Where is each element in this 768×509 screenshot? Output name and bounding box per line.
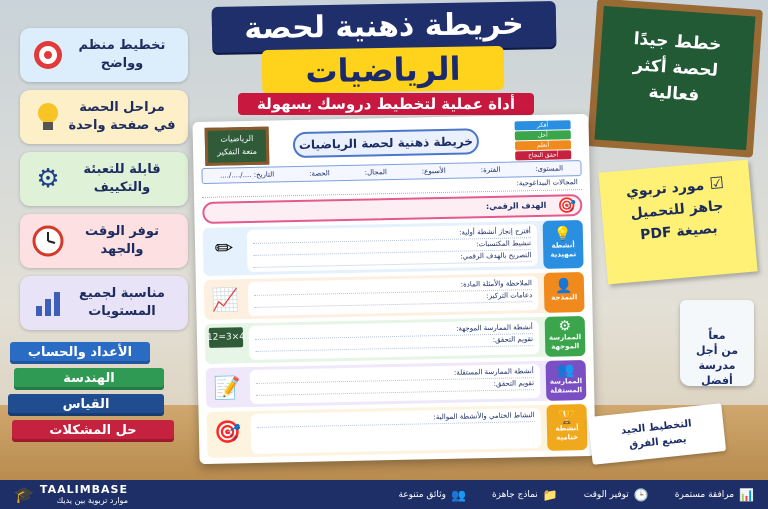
notepad-icon: 📝 <box>213 375 242 402</box>
pencil-cup: معاً من أجل مدرسة أفضل <box>680 300 754 386</box>
mini-chalkboard: الرياضيات متعة التفكير <box>205 127 270 166</box>
target-icon: 🎯 <box>557 196 577 215</box>
folder-icon: 📁 <box>542 487 558 502</box>
feature-card: تخطيط منظم وواضح <box>20 28 188 82</box>
target-icon <box>30 37 66 73</box>
stage-independent-practice: 👥 الممارسة المستقلة أنشطة الممارسة المستقلة: تقويم التحقق: 📝 <box>206 360 587 408</box>
worksheet-title: خريطة ذهنية لحصة الرياضيات <box>293 128 480 158</box>
bars-icon <box>30 285 66 321</box>
sticky-line: بصيغة PDF <box>639 220 719 244</box>
people-icon: 👥 <box>451 487 466 502</box>
pencil-icon: ✏ <box>214 235 234 262</box>
footer-features <box>398 488 754 502</box>
feature-card: مناسبة لجميع المستويات <box>20 276 188 330</box>
checkmark-icon: ☑ <box>703 172 725 194</box>
book-stack-mini: أفكر أحل أتعلم أحقق النجاح <box>515 120 572 161</box>
brand-name: TAALIMBASE <box>39 482 128 496</box>
book-problem-solving: حل المشكلات <box>12 420 174 442</box>
worksheet <box>192 114 595 464</box>
stage-closing: 🏆 أنشطة ختامية النشاط الختامي والأنشطة الموالية: 🎯 <box>207 404 588 458</box>
chalkboard <box>587 0 763 158</box>
graduation-cap-icon: 🎓 <box>14 485 34 504</box>
lightbulb-icon: 💡 <box>553 225 572 243</box>
book-numbers: الأعداد والحساب <box>10 342 150 364</box>
people-icon: 👥 <box>556 361 575 379</box>
trophy-icon: 🏆 <box>557 408 576 426</box>
sticky-line: ☑ مورد تربوي <box>625 172 725 201</box>
gears-icon: ⚙ <box>558 317 572 335</box>
bar-chart-icon: 📊 <box>739 487 754 502</box>
person-icon: 👤 <box>555 278 573 295</box>
lightbulb-icon <box>30 99 66 135</box>
stage-intro: 💡 أنشطة تمهيدية أقترح إنجاز أنشطة أولية: تنشيط المكتسبات: التصريح بالهدف الرقمي: ✏ <box>203 220 584 276</box>
gears-icon: ⚙ <box>36 164 60 194</box>
goal-field: 🎯 الهدف الرقمي: <box>202 194 582 224</box>
chalkboard-line: خطط جيدًا <box>633 29 722 56</box>
feature-card: توفر الوقت والجهد <box>20 214 188 268</box>
stage-guided-practice: ⚙ الممارسة الموجهة أنشطة الممارسة الموجهة: تقويم التحقق: 4×3=12 <box>205 316 586 364</box>
chalkboard-line: فعالية <box>647 82 700 106</box>
hero-subtitle: أداة عملية لتخطيط دروسك بسهولة <box>238 93 534 115</box>
brand <box>14 484 128 506</box>
info-row: المستوى: الفترة: الأسبوع: المجال: الحصة: التاريخ: ..../..../.... <box>201 160 581 184</box>
footer-feature: 👥 وثائق متنوعة <box>398 487 466 502</box>
sticky-note <box>598 160 757 285</box>
footer-feature: 📊 مرافقة مستمرة <box>674 487 754 502</box>
footer-feature: 🕒 توفير الوقت <box>583 487 649 502</box>
sticky-line: جاهز للتحميل <box>629 198 724 223</box>
feature-card: قابلة للتعبئة والتكييف ⚙ <box>20 152 188 206</box>
chart-icon: 📈 <box>211 287 240 314</box>
feature-card: مراحل الحصة في صفحة واحدة <box>20 90 188 144</box>
footer-feature: 📁 نماذج جاهزة <box>491 487 558 502</box>
hero-title-line1: خريطة ذهنية لحصة <box>212 1 557 53</box>
clock-icon: 🕒 <box>633 487 649 502</box>
footer-bar <box>0 480 768 509</box>
chalkboard-line: لحصة أكثر <box>632 55 719 81</box>
stage-modeling: 👤 النمذجة الملاحظة والأمثلة المادة: دعامات التركيز: 📈 <box>204 272 585 320</box>
notebook: التخطيط الجيد يصنع الفرق <box>588 403 726 465</box>
brand-tagline: موارد تربوية بين يديك <box>56 495 128 505</box>
target-icon: 🎯 <box>214 419 242 446</box>
book-geometry: الهندسة <box>14 368 164 390</box>
domains-field: المجالات البيداغوجية: <box>202 178 582 198</box>
hero-title-line2: الرياضيات <box>262 46 505 94</box>
book-measurement: القياس <box>8 394 164 416</box>
clock-icon <box>30 223 66 259</box>
chalk-icon: 4×3=12 <box>209 327 243 348</box>
